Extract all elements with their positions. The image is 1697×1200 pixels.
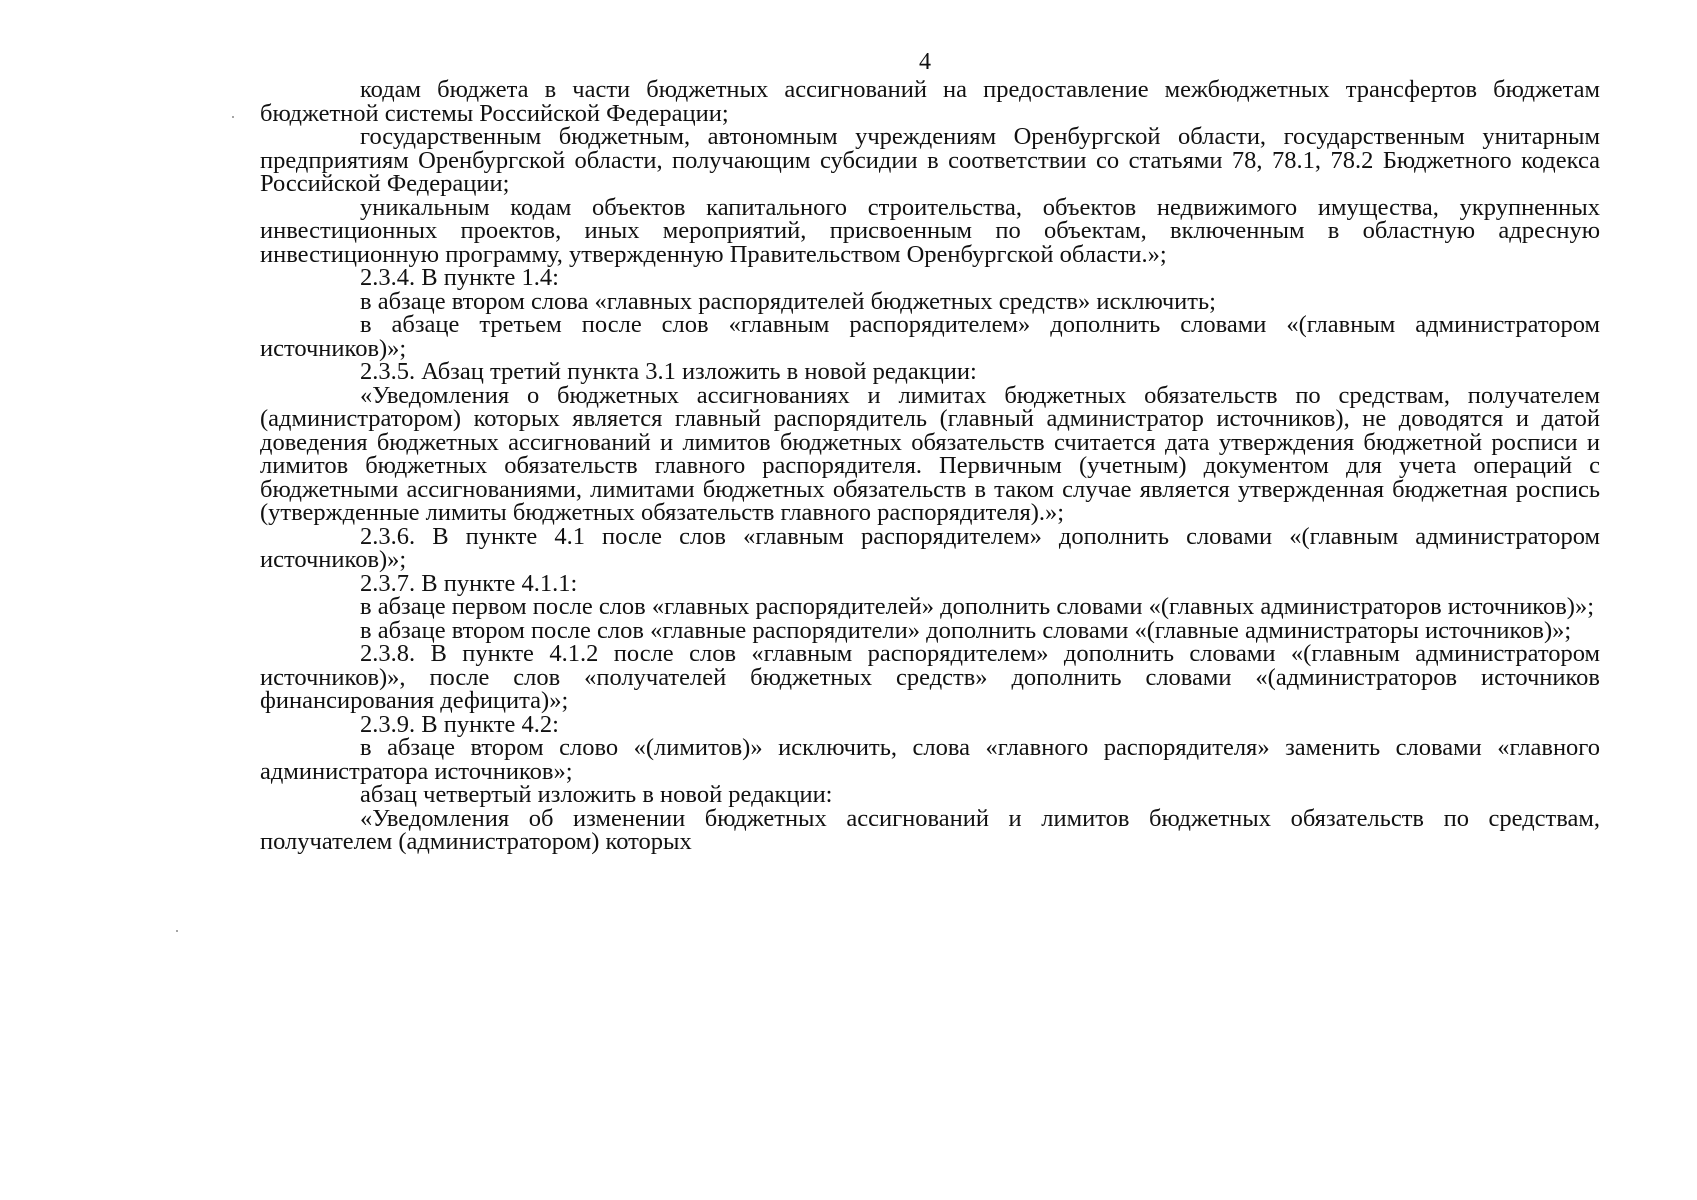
section-heading: 2.3.7. В пункте 4.1.1: <box>360 569 578 597</box>
paragraph: в абзаце втором слова «главных распорядителей бюджетных средств» исключить; <box>360 287 1216 315</box>
section-heading: 2.3.5. Абзац третий пункта 3.1 изложить в новой редакции: <box>360 358 977 385</box>
section-heading: 2.3.4. В пункте 1.4: <box>360 264 559 291</box>
paragraph: в абзаце втором после слов «главные распорядители» дополнить словами «(главные администраторы источников)»; <box>360 616 1572 644</box>
paragraph: уникальным кодам объектов капитального строительства, объектов недвижимого имущества, укрупненных инвестиционных проектов, иных мероприятий, присвоенным по объектам, включенным в областную адресную инвестиционную программу, утвержденную Правительством Оренбургской области.»; <box>260 193 1600 268</box>
scan-speck <box>232 116 234 118</box>
paragraph: «Уведомления о бюджетных ассигнованиях и лимитах бюджетных обязательств по средствам, получателем (администратором) которых является главный распорядитель (главный администратор источников), не доводятся и датой доведения бюджетных ассигнований и лимитов бюджетных обязательств считается дата утверждения бюджетной росписи и лимитов бюджетных обязательств главного распорядителя. Первичным (учетным) документом для учета операций с бюджетными ассигнованиями, лимитами бюджетных обязательств в таком случае является утвержденная бюджетная роспись (утвержденные лимиты бюджетных обязательств главного распорядителя).»; <box>260 381 1600 526</box>
paragraph: кодам бюджета в части бюджетных ассигнований на предоставление межбюджетных трансфертов бюджетам бюджетной системы Российской Федерации; <box>260 76 1600 127</box>
document-body <box>260 78 1600 854</box>
scan-speck <box>176 930 178 932</box>
paragraph: абзац четвертый изложить в новой редакции: <box>360 781 833 808</box>
paragraph: в абзаце втором слово «(лимитов)» исключить, слова «главного распорядителя» заменить словами «главного администратора источников»; <box>260 734 1600 785</box>
paragraph: «Уведомления об изменении бюджетных ассигнований и лимитов бюджетных обязательств по средствам, получателем (администратором) которых <box>260 804 1600 855</box>
paragraph: 2.3.6. В пункте 4.1 после слов «главным распорядителем» дополнить словами «(главным администратором источников)»; <box>260 522 1600 573</box>
paragraph: в абзаце третьем после слов «главным распорядителем» дополнить словами «(главным администратором источников)»; <box>260 311 1600 362</box>
paragraph: 2.3.8. В пункте 4.1.2 после слов «главным распорядителем» дополнить словами «(главным администратором источников)», после слов «получателей бюджетных средств» дополнить словами «(администраторов источников финансирования дефицита)»; <box>260 640 1600 714</box>
section-heading: 2.3.9. В пункте 4.2: <box>360 710 559 738</box>
paragraph: государственным бюджетным, автономным учреждениям Оренбургской области, государственным унитарным предприятиям Оренбургской области, получающим субсидии в соответствии со статьями 78, 78.1, 78.2 Бюджетного кодекса Российской Федерации; <box>260 123 1600 197</box>
paragraph: в абзаце первом после слов «главных распорядителей» дополнить словами «(главных администраторов источников)»; <box>360 593 1594 620</box>
page-number: 4 <box>919 49 931 75</box>
